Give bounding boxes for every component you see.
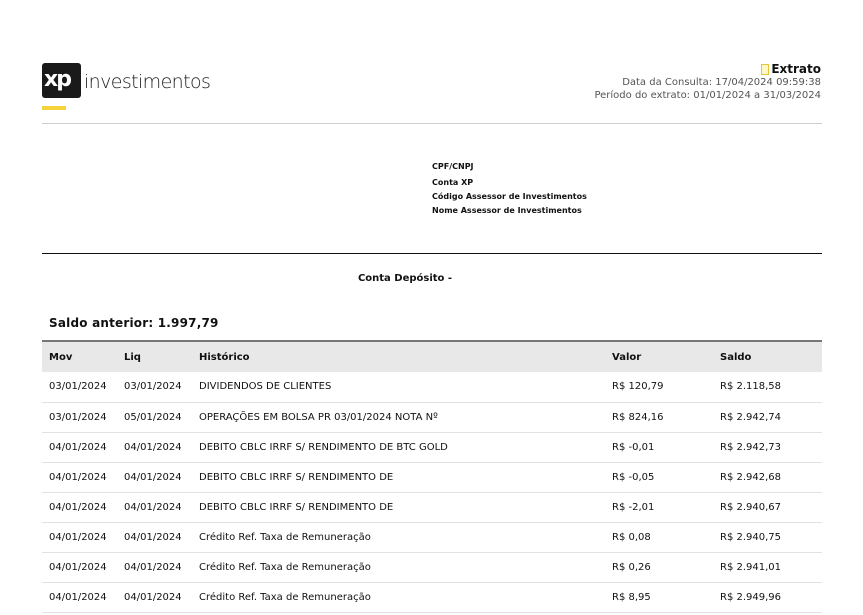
statement-period: Período do extrato: 01/01/2024 a 31/03/2024	[594, 90, 821, 101]
cell-mov: 04/01/2024	[42, 432, 117, 462]
table-row	[42, 582, 822, 612]
table-row	[42, 432, 822, 462]
cell-historico: OPERAÇÕES EM BOLSA PR 03/01/2024 NOTA Nº	[192, 402, 605, 432]
cell-liq: 04/01/2024	[117, 462, 192, 492]
cell-historico: Crédito Ref. Taxa de Remuneração	[192, 522, 605, 552]
cell-mov: 04/01/2024	[42, 522, 117, 552]
report-title-text: Extrato	[771, 62, 821, 76]
cell-historico: Crédito Ref. Taxa de Remuneração	[192, 582, 605, 612]
cell-valor: R$ -0,05	[605, 462, 713, 492]
cell-liq: 04/01/2024	[117, 552, 192, 582]
logo-accent-bar	[42, 106, 66, 110]
field-codigo-assessor: Código Assessor de Investimentos	[432, 192, 587, 201]
header-divider	[42, 123, 822, 124]
field-nome-assessor: Nome Assessor de Investimentos	[432, 206, 582, 215]
cell-saldo: R$ 2.941,01	[713, 552, 822, 582]
cell-saldo: R$ 2.942,73	[713, 432, 822, 462]
cell-historico: DIVIDENDOS DE CLIENTES	[192, 372, 605, 402]
cell-liq: 04/01/2024	[117, 492, 192, 522]
cell-liq: 04/01/2024	[117, 522, 192, 552]
cell-historico: DEBITO CBLC IRRF S/ RENDIMENTO DE	[192, 462, 605, 492]
report-header	[594, 62, 821, 102]
table-row	[42, 492, 822, 522]
report-title	[594, 62, 821, 76]
cell-mov: 04/01/2024	[42, 492, 117, 522]
cell-historico: DEBITO CBLC IRRF S/ RENDIMENTO DE BTC GOLD	[192, 432, 605, 462]
cell-valor: R$ 8,95	[605, 582, 713, 612]
cell-mov: 03/01/2024	[42, 402, 117, 432]
cell-saldo: R$ 2.940,75	[713, 522, 822, 552]
cell-valor: R$ -2,01	[605, 492, 713, 522]
field-conta-xp: Conta XP	[432, 178, 474, 187]
cell-liq: 05/01/2024	[117, 402, 192, 432]
table-row	[42, 522, 822, 552]
cell-mov: 04/01/2024	[42, 462, 117, 492]
cell-mov: 03/01/2024	[42, 372, 117, 402]
table-row	[42, 552, 822, 582]
col-valor: Valor	[612, 351, 642, 363]
section-divider	[42, 253, 822, 254]
logo-mark-box	[42, 63, 81, 98]
cell-saldo: R$ 2.942,68	[713, 462, 822, 492]
table-header-row	[42, 341, 822, 372]
consulta-date: Data da Consulta: 17/04/2024 09:59:38	[622, 77, 821, 88]
col-historico: Histórico	[199, 351, 250, 363]
document-icon	[761, 64, 769, 75]
cell-saldo: R$ 2.949,96	[713, 582, 822, 612]
cell-liq: 04/01/2024	[117, 432, 192, 462]
client-fields	[432, 160, 587, 218]
col-saldo: Saldo	[720, 351, 752, 363]
logo-wordmark: investimentos	[84, 71, 211, 93]
cell-mov: 04/01/2024	[42, 582, 117, 612]
col-liq: Liq	[124, 351, 141, 363]
cell-valor: R$ -0,01	[605, 432, 713, 462]
statement-table	[42, 340, 822, 613]
cell-valor: R$ 0,26	[605, 552, 713, 582]
cell-saldo: R$ 2.118,58	[713, 372, 822, 402]
col-mov: Mov	[49, 351, 73, 363]
cell-mov: 04/01/2024	[42, 552, 117, 582]
cell-saldo: R$ 2.940,67	[713, 492, 822, 522]
cell-valor: R$ 0,08	[605, 522, 713, 552]
table-row	[42, 402, 822, 432]
saldo-anterior: Saldo anterior: 1.997,79	[49, 316, 219, 330]
cell-historico: DEBITO CBLC IRRF S/ RENDIMENTO DE	[192, 492, 605, 522]
cell-liq: 03/01/2024	[117, 372, 192, 402]
table-row	[42, 372, 822, 402]
cell-saldo: R$ 2.942,74	[713, 402, 822, 432]
cell-valor: R$ 824,16	[605, 402, 713, 432]
field-cpf-cnpj: CPF/CNPJ	[432, 162, 474, 171]
cell-valor: R$ 120,79	[605, 372, 713, 402]
cell-liq: 04/01/2024	[117, 582, 192, 612]
xp-logo	[42, 63, 212, 111]
account-title: Conta Depósito -	[357, 273, 453, 284]
logo-mark-text: xp	[44, 67, 70, 92]
cell-historico: Crédito Ref. Taxa de Remuneração	[192, 552, 605, 582]
table-row	[42, 462, 822, 492]
